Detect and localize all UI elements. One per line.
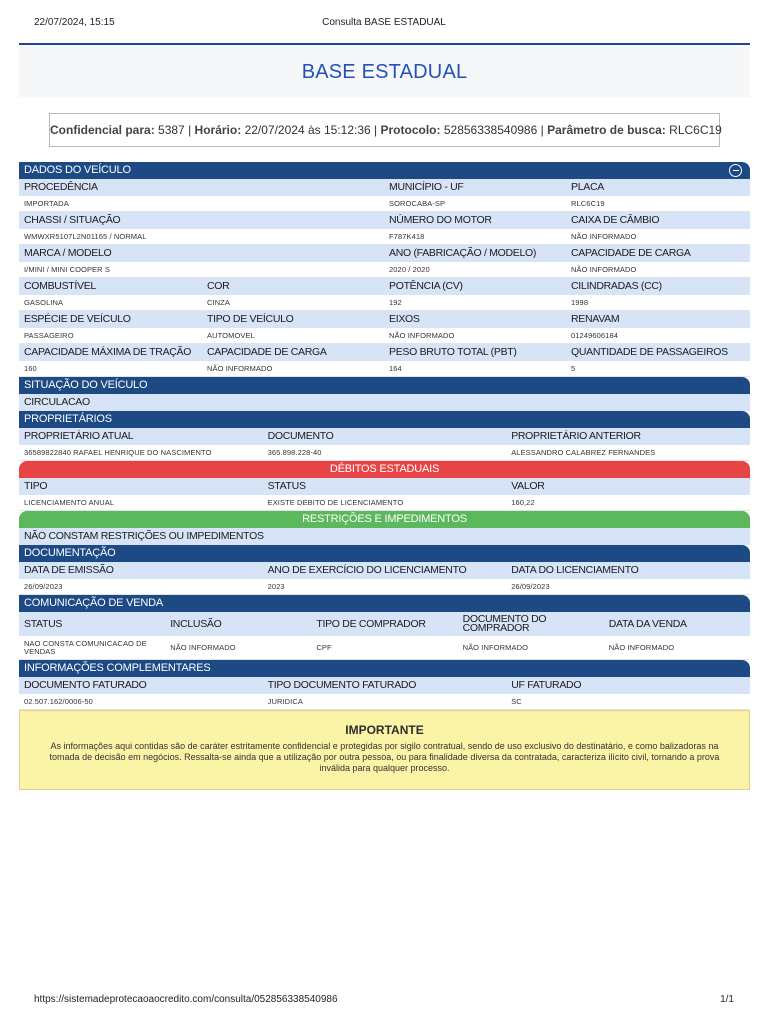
motor-label: NÚMERO DO MOTOR	[389, 214, 492, 226]
value-row	[19, 262, 750, 278]
print-header	[34, 17, 734, 31]
chassi-value: WMWXR5107L2N01165 / NORMAL	[24, 232, 147, 241]
label-row	[19, 245, 750, 262]
document-label: DOCUMENTO	[267, 430, 334, 442]
title-banner	[19, 43, 750, 97]
debt-status-label: STATUS	[267, 480, 306, 492]
label-row	[19, 311, 750, 328]
chassi-label: CHASSI / SITUAÇÃO	[24, 214, 121, 226]
value-row	[19, 295, 750, 311]
label-row	[19, 428, 750, 445]
time-value: 22/07/2024 às 15:12:36	[244, 123, 371, 137]
buyer-document-value: NÃO INFORMADO	[462, 643, 529, 652]
print-datetime: 22/07/2024, 15:15	[34, 17, 115, 28]
section-title: RESTRIÇÕES E IMPEDIMENTOS	[302, 513, 467, 525]
renavam-value: 01249606184	[571, 331, 618, 340]
important-text: As informações aqui contidas são de caráter estritamente confidencial e protegidas por sigilo contratual, sendo de uso exclusivo do destinatário, e como balizadoras na tomada de decisão em negócios. Ressalta-se ainda que a utilização por outra pessoa, ou para finalidade diversa da contratada, caracteriza ilícito civil, tornando a prova inválida para qualquer processo.	[49, 741, 720, 773]
marca-value: I/MINI / MINI COOPER S	[24, 265, 110, 274]
sale-date-value: NÃO INFORMADO	[608, 643, 675, 652]
billed-doc-type-label: TIPO DOCUMENTO FATURADO	[267, 679, 417, 691]
current-owner-value: 36589822840 RAFAEL HENRIQUE DO NASCIMENTO	[24, 448, 212, 457]
label-row	[19, 179, 750, 196]
value-row	[19, 579, 750, 595]
municipio-label: MUNICÍPIO - UF	[389, 181, 464, 193]
print-footer	[34, 994, 734, 1008]
cor-value: CINZA	[207, 298, 230, 307]
section-debts-header	[19, 461, 750, 478]
cor-label: COR	[207, 280, 230, 292]
separator: |	[374, 123, 378, 137]
billed-uf-label: UF FATURADO	[511, 679, 582, 691]
sale-inclusion-label: INCLUSÃO	[170, 618, 222, 630]
placa-value: RLC6C19	[571, 199, 605, 208]
confidential-value: 5387	[158, 123, 185, 137]
cambio-label: CAIXA DE CÂMBIO	[571, 214, 660, 226]
debt-status-value: EXISTE DEBITO DE LICENCIAMENTO	[267, 498, 404, 507]
page-url: https://sistemadeprotecaoaocredito.com/consulta/052856338540986	[34, 994, 338, 1005]
debt-type-label: TIPO	[24, 480, 48, 492]
section-title: DOCUMENTAÇÃO	[24, 547, 116, 559]
section-owners-header	[19, 411, 750, 428]
document-value: 365.898.228-40	[267, 448, 322, 457]
eixos-value: NÃO INFORMADO	[389, 331, 455, 340]
previous-owner-label: PROPRIETÁRIO ANTERIOR	[511, 430, 641, 442]
report-body	[19, 162, 750, 790]
debt-value-label: VALOR	[511, 480, 545, 492]
passageiros-value: 5	[571, 364, 576, 373]
billed-uf-value: SC	[511, 697, 522, 706]
marca-label: MARCA / MODELO	[24, 247, 112, 259]
section-restrictions-header	[19, 511, 750, 528]
municipio-value: SOROCABA-SP	[389, 199, 446, 208]
tipo-veiculo-value: AUTOMOVEL	[207, 331, 255, 340]
page-title: BASE ESTADUAL	[301, 61, 468, 83]
section-vehicle-data-header	[19, 162, 750, 179]
cilindradas-value: 1998	[571, 298, 589, 307]
billed-document-label: DOCUMENTO FATURADO	[24, 679, 147, 691]
especie-value: PASSAGEIRO	[24, 331, 74, 340]
section-title: INFORMAÇÕES COMPLEMENTARES	[24, 662, 211, 674]
important-title: IMPORTANTE	[345, 723, 424, 737]
section-situation-header	[19, 377, 750, 394]
renavam-label: RENAVAM	[571, 313, 620, 325]
sale-inclusion-value: NÃO INFORMADO	[170, 643, 236, 652]
pbt-value: 164	[389, 364, 402, 373]
buyer-document-label: DOCUMENTO DO COMPRADOR	[462, 613, 547, 634]
confidential-label: Confidencial para:	[50, 123, 155, 137]
separator: |	[188, 123, 192, 137]
search-param-label: Parâmetro de busca:	[547, 123, 666, 137]
ano-value: 2020 / 2020	[389, 265, 430, 274]
section-title: SITUAÇÃO DO VEÍCULO	[24, 379, 148, 391]
confidential-info-box	[49, 113, 720, 147]
licensing-year-label: ANO DE EXERCÍCIO DO LICENCIAMENTO	[267, 564, 467, 576]
capacidade-carga-value: NÃO INFORMADO	[207, 364, 273, 373]
value-row	[19, 495, 750, 511]
procedencia-label: PROCEDÊNCIA	[24, 181, 98, 193]
situation-value: CIRCULACAO	[19, 394, 750, 411]
section-title: DÉBITOS ESTADUAIS	[329, 463, 440, 475]
value-row	[19, 328, 750, 344]
potencia-label: POTÊNCIA (CV)	[389, 280, 463, 292]
value-row	[19, 229, 750, 245]
tracao-value: 160	[24, 364, 37, 373]
sale-status-label: STATUS	[24, 618, 63, 630]
licensing-date-value: 26/09/2023	[511, 582, 550, 591]
time-label: Horário:	[194, 123, 242, 137]
procedencia-value: IMPORTADA	[24, 199, 69, 208]
value-row	[19, 445, 750, 461]
label-row	[19, 278, 750, 295]
section-title: COMUNICAÇÃO DE VENDA	[24, 597, 164, 609]
combustivel-label: COMBUSTÍVEL	[24, 280, 96, 292]
search-param-value: RLC6C19	[669, 123, 722, 137]
section-title: DADOS DO VEÍCULO	[24, 164, 131, 176]
value-row	[19, 694, 750, 710]
label-row	[19, 612, 750, 636]
capacidade-carga-value: NÃO INFORMADO	[571, 265, 637, 274]
value-row	[19, 196, 750, 212]
label-row	[19, 562, 750, 579]
placa-label: PLACA	[571, 181, 604, 193]
tracao-label: CAPACIDADE MÁXIMA DE TRAÇÃO	[24, 346, 192, 358]
section-title: PROPRIETÁRIOS	[24, 413, 112, 425]
sale-date-label: DATA DA VENDA	[608, 618, 687, 630]
passageiros-label: QUANTIDADE DE PASSAGEIROS	[571, 346, 728, 358]
protocol-value: 52856338540986	[443, 123, 538, 137]
section-complementary-header	[19, 660, 750, 677]
debt-amount-value: 160,22	[511, 498, 535, 507]
restrictions-value: NÃO CONSTAM RESTRIÇÕES OU IMPEDIMENTOS	[19, 528, 750, 545]
especie-label: ESPÉCIE DE VEÍCULO	[24, 313, 131, 325]
sale-status-value: NAO CONSTA COMUNICACAO DE VENDAS	[24, 639, 147, 656]
capacidade-carga-label: CAPACIDADE DE CARGA	[207, 346, 327, 358]
issue-date-label: DATA DE EMISSÃO	[24, 564, 114, 576]
page-count: 1/1	[720, 994, 734, 1005]
billed-doc-type-value: JURIDICA	[267, 697, 303, 706]
issue-date-value: 26/09/2023	[24, 582, 63, 591]
separator: |	[540, 123, 544, 137]
label-row	[19, 344, 750, 361]
section-documentation-header	[19, 545, 750, 562]
section-sale-header	[19, 595, 750, 612]
debt-type-value: LICENCIAMENTO ANUAL	[24, 498, 115, 507]
tipo-veiculo-label: TIPO DE VEÍCULO	[207, 313, 294, 325]
previous-owner-value: ALESSANDRO CALABREZ FERNANDES	[511, 448, 656, 457]
buyer-type-label: TIPO DE COMPRADOR	[316, 618, 426, 630]
label-row	[19, 212, 750, 229]
billed-document-value: 02.507.162/0006-50	[24, 697, 93, 706]
value-row	[19, 636, 750, 660]
capacidade-carga-label: CAPACIDADE DE CARGA	[571, 247, 691, 259]
collapse-icon[interactable]	[729, 164, 742, 177]
protocol-label: Protocolo:	[380, 123, 441, 137]
value-row	[19, 361, 750, 377]
important-notice	[19, 710, 750, 790]
licensing-date-label: DATA DO LICENCIAMENTO	[511, 564, 639, 576]
potencia-value: 192	[389, 298, 402, 307]
cilindradas-label: CILINDRADAS (CC)	[571, 280, 662, 292]
label-row	[19, 478, 750, 495]
ano-label: ANO (FABRICAÇÃO / MODELO)	[389, 247, 537, 259]
label-row	[19, 677, 750, 694]
combustivel-value: GASOLINA	[24, 298, 64, 307]
print-document-title: Consulta BASE ESTADUAL	[322, 17, 446, 28]
motor-value: F787K418	[389, 232, 425, 241]
eixos-label: EIXOS	[389, 313, 420, 325]
current-owner-label: PROPRIETÁRIO ATUAL	[24, 430, 134, 442]
cambio-value: NÃO INFORMADO	[571, 232, 637, 241]
licensing-year-value: 2023	[267, 582, 285, 591]
pbt-label: PESO BRUTO TOTAL (PBT)	[389, 346, 517, 358]
buyer-type-value: CPF	[316, 643, 332, 652]
